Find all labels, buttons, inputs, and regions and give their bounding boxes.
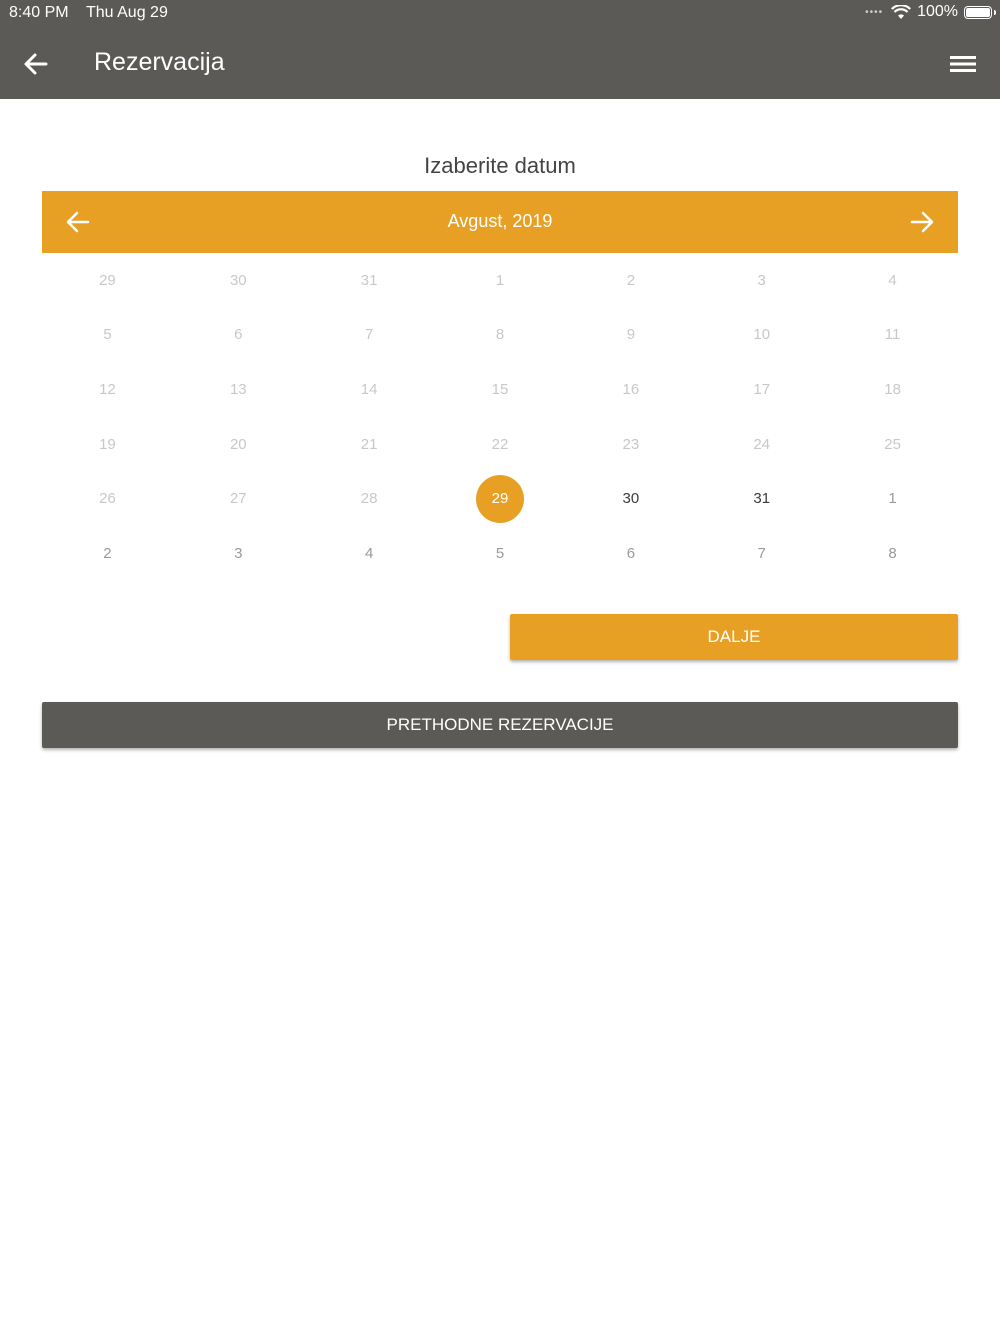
calendar-day: 25 bbox=[884, 435, 901, 453]
calendar-day[interactable] bbox=[435, 475, 566, 523]
hamburger-menu-icon bbox=[948, 50, 978, 78]
calendar-week-row bbox=[42, 308, 958, 363]
calendar-day: 7 bbox=[757, 544, 766, 562]
calendar-day: 4 bbox=[364, 544, 374, 562]
calendar-day: 12 bbox=[99, 380, 116, 398]
next-button[interactable]: DALJE bbox=[510, 614, 958, 660]
calendar-month-label: Avgust, 2019 bbox=[447, 211, 553, 231]
calendar-day: 3 bbox=[234, 544, 243, 562]
calendar-week-row bbox=[42, 471, 958, 526]
calendar-week-row bbox=[42, 417, 958, 472]
calendar-day: 5 bbox=[495, 544, 505, 562]
calendar-day: 17 bbox=[753, 380, 771, 398]
calendar-day: 8 bbox=[495, 326, 505, 344]
calendar-day: 23 bbox=[622, 435, 640, 453]
calendar-day: 28 bbox=[360, 490, 378, 508]
calendar-day: 29 bbox=[99, 271, 116, 289]
select-date-heading: Izaberite datum bbox=[424, 153, 576, 178]
wifi-icon bbox=[891, 5, 911, 20]
back-button[interactable] bbox=[20, 48, 52, 80]
calendar-day: 4 bbox=[888, 271, 897, 289]
calendar-day: 2 bbox=[626, 271, 636, 289]
calendar-day: 9 bbox=[626, 326, 636, 344]
calendar-day: 1 bbox=[888, 490, 897, 508]
calendar-header bbox=[42, 191, 958, 253]
calendar-day: 5 bbox=[103, 326, 112, 344]
menu-button[interactable] bbox=[948, 50, 978, 78]
calendar-week-row bbox=[42, 253, 958, 308]
calendar-day: 19 bbox=[99, 435, 116, 453]
calendar-day: 18 bbox=[884, 380, 901, 398]
battery-percent: 100% bbox=[917, 3, 958, 20]
calendar-day: 13 bbox=[229, 380, 247, 398]
page-title: Rezervacija bbox=[94, 48, 225, 76]
calendar-day: 8 bbox=[888, 544, 897, 562]
selected-day-marker[interactable]: 29 bbox=[476, 475, 524, 523]
calendar-day: 1 bbox=[495, 271, 505, 289]
battery-icon bbox=[964, 6, 992, 19]
calendar-day: 24 bbox=[753, 435, 771, 453]
next-month-button[interactable] bbox=[906, 206, 938, 238]
arrow-right-icon bbox=[906, 206, 938, 238]
calendar-day: 14 bbox=[360, 380, 378, 398]
calendar-week-row bbox=[42, 526, 958, 581]
calendar-day: 20 bbox=[229, 435, 247, 453]
calendar-day: 22 bbox=[491, 435, 509, 453]
calendar-day: 21 bbox=[360, 435, 378, 453]
calendar-day[interactable]: 31 bbox=[753, 490, 771, 508]
battery-level bbox=[966, 8, 990, 17]
signal-dots-icon: •••• bbox=[865, 6, 884, 18]
status-date: Thu Aug 29 bbox=[86, 4, 168, 21]
calendar-day: 26 bbox=[99, 490, 116, 508]
calendar-day: 7 bbox=[364, 326, 374, 344]
calendar-day: 3 bbox=[757, 271, 766, 289]
calendar-day: 2 bbox=[103, 544, 112, 562]
calendar-day: 6 bbox=[626, 544, 636, 562]
status-time: 8:40 PM bbox=[9, 4, 69, 21]
calendar-day: 6 bbox=[234, 326, 243, 344]
calendar-day: 31 bbox=[360, 271, 378, 289]
arrow-left-icon bbox=[20, 48, 52, 80]
previous-reservations-button[interactable]: PRETHODNE REZERVACIJE bbox=[42, 702, 958, 748]
calendar-day: 27 bbox=[229, 490, 247, 508]
calendar-day[interactable]: 30 bbox=[622, 490, 640, 508]
app-bar bbox=[0, 0, 1000, 99]
calendar-day: 16 bbox=[622, 380, 640, 398]
calendar-week-row bbox=[42, 362, 958, 417]
calendar-day: 30 bbox=[229, 271, 247, 289]
status-indicators bbox=[865, 3, 992, 21]
calendar-day: 15 bbox=[491, 380, 509, 398]
calendar-day: 11 bbox=[884, 326, 901, 344]
calendar-day: 10 bbox=[753, 326, 771, 344]
calendar-grid bbox=[42, 253, 958, 581]
